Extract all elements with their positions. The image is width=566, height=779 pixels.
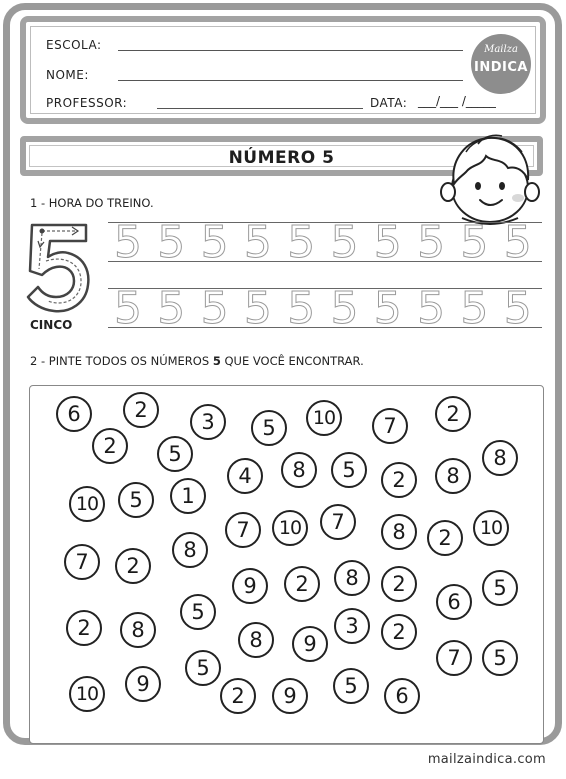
- section2-instruction: [30, 354, 364, 368]
- number-circle-5[interactable]: 5: [333, 668, 369, 704]
- trace-row-2[interactable]: [108, 283, 542, 334]
- number-circle-8[interactable]: 8: [381, 514, 417, 550]
- number-circle-5[interactable]: 5: [251, 410, 287, 446]
- number-circle-2[interactable]: 2: [92, 428, 128, 464]
- trace-digit-2-10[interactable]: 5: [503, 283, 532, 334]
- trace-digit-1-4[interactable]: 5: [243, 217, 272, 268]
- boy-face-illustration: [436, 122, 546, 226]
- number-circle-2[interactable]: 2: [381, 614, 417, 650]
- trace-digit-2-4[interactable]: 5: [243, 283, 272, 334]
- number-circle-5[interactable]: 5: [157, 436, 193, 472]
- trace-digit-2-2[interactable]: 5: [157, 283, 186, 334]
- number-circle-8[interactable]: 8: [482, 440, 518, 476]
- page-title: NÚMERO 5: [228, 148, 335, 168]
- trace-digit-1-3[interactable]: 5: [200, 217, 229, 268]
- section1-instruction: 1 - HORA DO TREINO.: [30, 196, 154, 210]
- professor-field[interactable]: [157, 108, 363, 109]
- number-circle-7[interactable]: 7: [372, 408, 408, 444]
- number-circle-7[interactable]: 7: [225, 512, 261, 548]
- big-five-tracing-guide: [24, 217, 94, 317]
- logo-top-text: Mailza: [484, 44, 518, 55]
- trace-digit-1-7[interactable]: 5: [373, 217, 402, 268]
- number-circle-2[interactable]: 2: [435, 396, 471, 432]
- number-circle-8[interactable]: 8: [120, 612, 156, 648]
- number-circle-6[interactable]: 6: [56, 396, 92, 432]
- number-circle-2[interactable]: 2: [381, 566, 417, 602]
- number-circle-3[interactable]: 3: [190, 404, 226, 440]
- number-circle-2[interactable]: 2: [123, 392, 159, 428]
- escola-field[interactable]: [118, 50, 463, 51]
- trace-row-1[interactable]: [108, 217, 542, 268]
- number-circle-6[interactable]: 6: [384, 678, 420, 714]
- number-circle-8[interactable]: 8: [238, 622, 274, 658]
- number-circle-9[interactable]: 9: [232, 568, 268, 604]
- number-circle-8[interactable]: 8: [172, 532, 208, 568]
- number-circle-7[interactable]: 7: [320, 504, 356, 540]
- trace-digit-2-6[interactable]: 5: [330, 283, 359, 334]
- trace-digit-2-5[interactable]: 5: [287, 283, 316, 334]
- number-circle-5[interactable]: 5: [185, 650, 221, 686]
- escola-label: ESCOLA:: [46, 38, 102, 52]
- number-circle-8[interactable]: 8: [334, 560, 370, 596]
- trace-digit-1-10[interactable]: 5: [503, 217, 532, 268]
- number-circle-10[interactable]: 10: [473, 510, 509, 546]
- number-circle-10[interactable]: 10: [69, 486, 105, 522]
- trace-digit-1-6[interactable]: 5: [330, 217, 359, 268]
- number-circle-2[interactable]: 2: [66, 610, 102, 646]
- number-circle-9[interactable]: 9: [292, 626, 328, 662]
- trace-digit-2-3[interactable]: 5: [200, 283, 229, 334]
- number-circle-7[interactable]: 7: [64, 544, 100, 580]
- number-circle-10[interactable]: 10: [306, 400, 342, 436]
- data-label: DATA:: [370, 96, 408, 110]
- number-circle-6[interactable]: 6: [436, 584, 472, 620]
- trace-digit-2-9[interactable]: 5: [460, 283, 489, 334]
- trace-digit-2-8[interactable]: 5: [417, 283, 446, 334]
- logo-bottom-text: INDICA: [474, 60, 528, 75]
- number-circle-2[interactable]: 2: [220, 678, 256, 714]
- section2-instruction-start: 2 - PINTE TODOS OS NÚMEROS: [30, 354, 210, 368]
- number-circle-1[interactable]: 1: [170, 478, 206, 514]
- number-circle-10[interactable]: 10: [69, 676, 105, 712]
- number-circle-2[interactable]: 2: [284, 566, 320, 602]
- number-circle-5[interactable]: 5: [482, 570, 518, 606]
- number-circle-10[interactable]: 10: [272, 510, 308, 546]
- number-circle-4[interactable]: 4: [227, 458, 263, 494]
- cinco-word: CINCO: [30, 318, 73, 332]
- section2-instruction-end: QUE VOCÊ ENCONTRAR.: [224, 354, 364, 368]
- number-circle-2[interactable]: 2: [381, 462, 417, 498]
- professor-label: PROFESSOR:: [46, 96, 128, 110]
- nome-field[interactable]: [118, 80, 463, 81]
- trace-digit-1-9[interactable]: 5: [460, 217, 489, 268]
- number-circle-5[interactable]: 5: [482, 640, 518, 676]
- number-circle-5[interactable]: 5: [180, 594, 216, 630]
- trace-digit-1-2[interactable]: 5: [157, 217, 186, 268]
- number-circle-2[interactable]: 2: [427, 520, 463, 556]
- number-circle-7[interactable]: 7: [436, 640, 472, 676]
- number-circle-8[interactable]: 8: [435, 458, 471, 494]
- trace-digit-2-1[interactable]: 5: [114, 283, 142, 334]
- number-circle-9[interactable]: 9: [272, 678, 308, 714]
- trace-digit-1-8[interactable]: 5: [417, 217, 446, 268]
- date-field[interactable]: ___/___ /_____: [418, 94, 496, 108]
- number-circle-2[interactable]: 2: [115, 548, 151, 584]
- section2-instruction-number: 5: [212, 354, 221, 368]
- number-circle-5[interactable]: 5: [331, 452, 367, 488]
- number-circle-5[interactable]: 5: [118, 482, 154, 518]
- footer-website: mailzaindica.com: [427, 752, 546, 767]
- trace-digit-1-1[interactable]: 5: [114, 217, 142, 268]
- number-circle-9[interactable]: 9: [125, 666, 161, 702]
- nome-label: NOME:: [46, 68, 89, 82]
- number-circle-3[interactable]: 3: [334, 608, 370, 644]
- mailza-indica-logo: [471, 34, 531, 94]
- trace-digit-2-7[interactable]: 5: [373, 283, 402, 334]
- trace-digit-1-5[interactable]: 5: [287, 217, 316, 268]
- number-circle-8[interactable]: 8: [281, 452, 317, 488]
